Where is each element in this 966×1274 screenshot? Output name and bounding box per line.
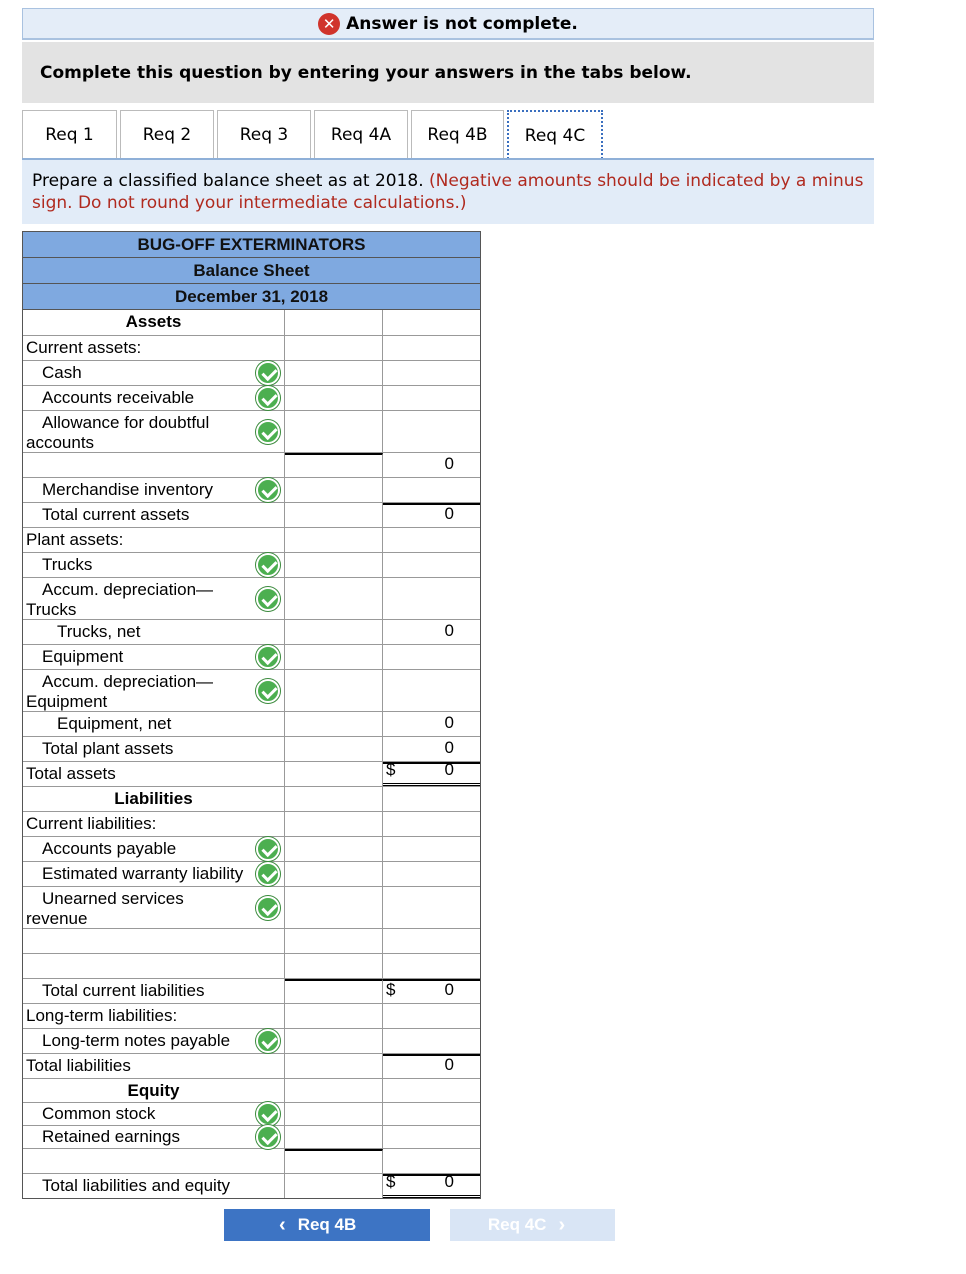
account-select[interactable]: [23, 361, 285, 385]
amount-input[interactable]: [285, 929, 383, 953]
tab-req-1[interactable]: Req 1: [22, 110, 117, 159]
dollar-sign: $: [386, 1172, 396, 1191]
account-select[interactable]: [23, 578, 285, 619]
total-input[interactable]: [383, 929, 480, 953]
table-row: [23, 553, 480, 578]
total-input[interactable]: [383, 837, 480, 861]
status-message: Answer is not complete.: [346, 13, 578, 34]
amount-input[interactable]: [285, 1029, 383, 1053]
total-input[interactable]: [383, 1149, 480, 1173]
section-header-assets: Assets: [23, 310, 285, 335]
account-select[interactable]: [23, 386, 285, 410]
check-icon: [256, 1029, 280, 1053]
account-select[interactable]: [23, 411, 285, 452]
balance-sheet: [22, 231, 481, 1199]
amount-input[interactable]: [285, 1079, 383, 1102]
cell-value: 0: [444, 980, 454, 999]
table-row: [23, 386, 480, 411]
row-label: Unearned services revenue: [26, 889, 184, 928]
cell-value: 0: [444, 1172, 454, 1191]
table-row: [23, 762, 480, 787]
total-input[interactable]: [383, 787, 480, 811]
check-icon: [256, 361, 280, 385]
row-label: Retained earnings: [42, 1127, 180, 1146]
row-label: Total current assets: [23, 503, 285, 527]
table-row: [23, 812, 480, 837]
dollar-sign: $: [386, 760, 396, 779]
table-row: [23, 837, 480, 862]
amount-input[interactable]: [285, 1004, 383, 1028]
row-label: Trucks: [42, 555, 93, 574]
total-input[interactable]: [383, 478, 480, 502]
chevron-right-icon: ›: [558, 1213, 566, 1236]
row-label: Long-term notes payable: [42, 1031, 231, 1050]
table-row: [23, 1174, 480, 1198]
prev-req-button[interactable]: [224, 1209, 430, 1241]
amount-input[interactable]: [285, 670, 383, 711]
answer-status-banner: [22, 8, 874, 40]
check-icon: [256, 837, 280, 861]
table-row: [23, 645, 480, 670]
total-input[interactable]: [383, 1029, 480, 1053]
total-input[interactable]: [383, 361, 480, 385]
account-select[interactable]: [23, 478, 285, 502]
section-header-equity: Equity: [23, 1079, 285, 1102]
total-input[interactable]: [383, 812, 480, 836]
amount-input[interactable]: [285, 1149, 383, 1173]
check-icon: [256, 896, 280, 920]
statement-title: Balance Sheet: [23, 258, 480, 284]
chevron-left-icon: ‹: [279, 1213, 286, 1236]
check-icon: [256, 553, 280, 577]
prompt-text: Prepare a classified balance sheet as at 2018.: [32, 171, 424, 191]
account-select[interactable]: [23, 645, 285, 669]
table-row: [23, 1054, 480, 1079]
amount-input[interactable]: [285, 478, 383, 502]
amount-input[interactable]: [285, 1103, 383, 1125]
total-input[interactable]: [383, 503, 480, 527]
cell-value: 0: [444, 454, 454, 473]
row-label: Accum. depreciation—Trucks: [26, 580, 214, 619]
tab-req-4b[interactable]: Req 4B: [411, 110, 504, 159]
table-row: [23, 620, 480, 645]
total-input[interactable]: [383, 954, 480, 978]
total-input[interactable]: [383, 1004, 480, 1028]
table-row: [23, 712, 480, 737]
total-input[interactable]: [383, 1079, 480, 1102]
row-label: Total current liabilities: [23, 979, 285, 1003]
amount-input[interactable]: [285, 578, 383, 619]
check-icon: [256, 679, 280, 703]
table-row: [23, 310, 480, 336]
row-label: Total liabilities: [23, 1054, 285, 1078]
check-icon: [256, 420, 280, 444]
total-input[interactable]: [383, 670, 480, 711]
table-row: [23, 862, 480, 887]
check-icon: [256, 645, 280, 669]
total-input[interactable]: [383, 645, 480, 669]
row-label: Merchandise inventory: [42, 480, 214, 499]
amount-input[interactable]: [285, 812, 383, 836]
table-row: [23, 1103, 480, 1126]
next-req-button[interactable]: [450, 1209, 615, 1241]
account-select[interactable]: [23, 887, 285, 928]
total-input[interactable]: [383, 979, 480, 1003]
table-row: [23, 670, 480, 712]
account-select[interactable]: [23, 1149, 285, 1173]
row-label: Estimated warranty liability: [42, 864, 244, 883]
amount-input[interactable]: [285, 737, 383, 761]
table-row: [23, 954, 480, 979]
instruction-banner: [22, 42, 874, 103]
account-select[interactable]: [23, 1029, 285, 1053]
account-select[interactable]: [23, 670, 285, 711]
next-req-label: Req 4C: [487, 1215, 547, 1234]
amount-input[interactable]: [285, 503, 383, 527]
check-icon: [256, 386, 280, 410]
total-input[interactable]: [383, 887, 480, 928]
cell-value: 0: [444, 621, 454, 640]
total-input[interactable]: [383, 453, 480, 477]
total-input[interactable]: [383, 1174, 480, 1198]
row-label[interactable]: Current liabilities:: [23, 812, 285, 836]
instruction-text: Complete this question by entering your answers in the tabs below.: [40, 62, 692, 83]
row-label: Equipment: [42, 647, 124, 666]
total-input[interactable]: [383, 578, 480, 619]
cell-value: 0: [444, 1055, 454, 1074]
row-label: Accounts payable: [42, 839, 177, 858]
amount-input[interactable]: [285, 411, 383, 452]
row-label: Common stock: [42, 1104, 156, 1123]
error-x-icon: ✕: [318, 13, 340, 35]
amount-input[interactable]: [285, 553, 383, 577]
table-row: [23, 1079, 480, 1103]
check-icon: [256, 1102, 280, 1126]
total-input[interactable]: [383, 862, 480, 886]
amount-input[interactable]: [285, 310, 383, 335]
company-name: BUG-OFF EXTERMINATORS: [23, 232, 480, 258]
amount-input[interactable]: [285, 361, 383, 385]
amount-input[interactable]: [285, 887, 383, 928]
check-icon: [256, 862, 280, 886]
row-label: Total plant assets: [23, 737, 285, 761]
account-select[interactable]: [23, 453, 285, 477]
table-row: [23, 453, 480, 478]
amount-input[interactable]: [285, 620, 383, 644]
check-icon: [256, 1125, 280, 1149]
amount-input[interactable]: [285, 1054, 383, 1078]
total-input[interactable]: [383, 1054, 480, 1078]
table-row: [23, 578, 480, 620]
total-input[interactable]: [383, 712, 480, 736]
amount-input[interactable]: [285, 954, 383, 978]
account-select[interactable]: [23, 1126, 285, 1148]
row-label: Allowance for doubtful accounts: [26, 413, 210, 452]
row-label: Accounts receivable: [42, 388, 195, 407]
cell-value: 0: [444, 738, 454, 757]
table-row: [23, 787, 480, 812]
account-select[interactable]: [23, 553, 285, 577]
table-row: [23, 503, 480, 528]
total-input[interactable]: [383, 762, 480, 786]
row-label: Total liabilities and equity: [23, 1174, 285, 1198]
account-select[interactable]: [23, 929, 285, 953]
row-label[interactable]: Plant assets:: [23, 528, 285, 552]
row-label[interactable]: Long-term liabilities:: [23, 1004, 285, 1028]
tab-req-4a[interactable]: Req 4A: [314, 110, 408, 159]
total-input[interactable]: [383, 1103, 480, 1125]
total-input[interactable]: [383, 1126, 480, 1148]
total-input[interactable]: [383, 411, 480, 452]
cell-value: 0: [444, 713, 454, 732]
tab-req-4c[interactable]: Req 4C: [507, 110, 603, 159]
total-input[interactable]: [383, 528, 480, 552]
total-input[interactable]: [383, 737, 480, 761]
check-icon: [256, 587, 280, 611]
table-row: [23, 478, 480, 503]
amount-input[interactable]: [285, 862, 383, 886]
cell-value: 0: [444, 760, 454, 779]
table-row: [23, 361, 480, 386]
table-row: [23, 1126, 480, 1149]
total-input[interactable]: [383, 310, 480, 335]
check-icon: [256, 478, 280, 502]
table-row: [23, 1029, 480, 1054]
account-select[interactable]: [23, 837, 285, 861]
total-input[interactable]: [383, 620, 480, 644]
amount-input[interactable]: [285, 979, 383, 1003]
amount-input[interactable]: [285, 837, 383, 861]
amount-input[interactable]: [285, 1174, 383, 1198]
row-label: Equipment, net: [23, 712, 285, 736]
requirement-tabs: [22, 110, 606, 159]
amount-input[interactable]: [285, 787, 383, 811]
tab-req-3[interactable]: Req 3: [217, 110, 311, 159]
row-label: Total assets: [23, 762, 285, 786]
amount-input[interactable]: [285, 336, 383, 360]
table-row: [23, 1149, 480, 1174]
row-label: Cash: [42, 363, 82, 382]
table-row: [23, 336, 480, 361]
table-row: [23, 528, 480, 553]
table-row: [23, 1004, 480, 1029]
amount-input[interactable]: [285, 712, 383, 736]
row-label: Accum. depreciation—Equipment: [26, 672, 214, 711]
table-row: [23, 979, 480, 1004]
account-select[interactable]: [23, 862, 285, 886]
amount-input[interactable]: [285, 528, 383, 552]
tab-req-2[interactable]: Req 2: [120, 110, 214, 159]
table-row: [23, 929, 480, 954]
table-row: [23, 887, 480, 929]
statement-date: December 31, 2018: [23, 284, 480, 310]
total-input[interactable]: [383, 336, 480, 360]
account-select[interactable]: [23, 1103, 285, 1125]
amount-input[interactable]: [285, 762, 383, 786]
table-row: [23, 737, 480, 762]
account-select[interactable]: [23, 954, 285, 978]
table-row: [23, 411, 480, 453]
amount-input[interactable]: [285, 453, 383, 477]
cell-value: 0: [444, 504, 454, 523]
dollar-sign: $: [386, 980, 396, 999]
row-label: Trucks, net: [23, 620, 285, 644]
amount-input[interactable]: [285, 1126, 383, 1148]
total-input[interactable]: [383, 553, 480, 577]
amount-input[interactable]: [285, 386, 383, 410]
question-prompt: [22, 160, 874, 224]
amount-input[interactable]: [285, 645, 383, 669]
prompt-note: (Negative amounts should be indicated by a minus sign. Do not round your intermediate calculations.): [32, 171, 864, 213]
total-input[interactable]: [383, 386, 480, 410]
prev-req-label: Req 4B: [297, 1215, 357, 1234]
section-header-liabilities: Liabilities: [23, 787, 285, 811]
row-label[interactable]: Current assets:: [23, 336, 285, 360]
